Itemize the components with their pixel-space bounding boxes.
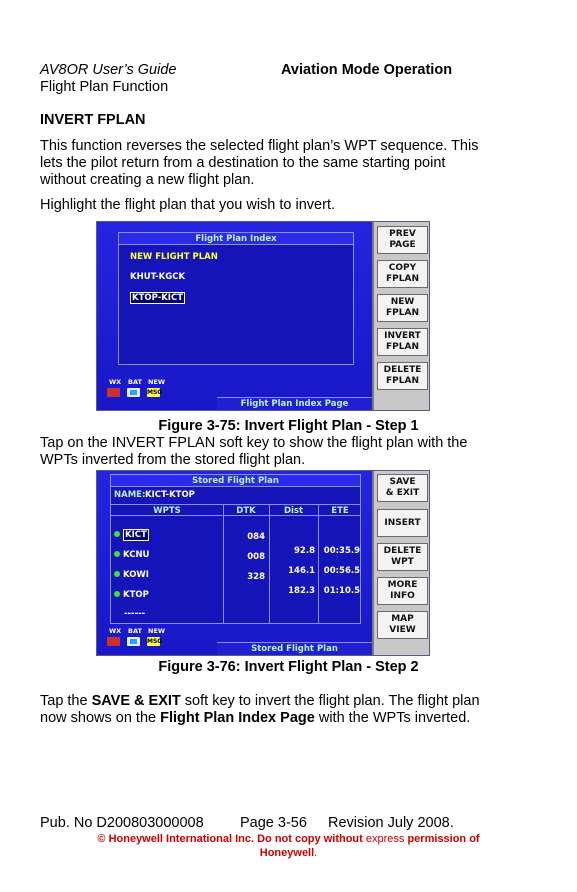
prev-page-button[interactable]: PREV PAGE [377,226,428,254]
dtk-value: 008 [247,552,265,562]
message-icon[interactable]: MSG [147,638,163,645]
page-heading: INVERT FPLAN [40,112,146,128]
paragraph-line: Tap on the INVERT FPLAN soft key to show the flight plan with the [40,435,468,451]
revision-date: Revision July 2008. [328,815,454,831]
waypoint-icon [114,571,120,577]
dist-value: 92.8 [294,546,315,556]
paragraph-line: Tap the SAVE & EXIT soft key to invert the flight plan. The flight plan [40,693,480,709]
delete-wpt-button[interactable]: DELETE WPT [377,543,428,571]
bat-label: BAT [128,378,142,386]
column-divider [318,504,319,623]
waypoint-icon [114,531,120,537]
save-exit-button[interactable]: SAVE & EXIT [377,474,428,502]
softkey-panel [372,222,429,410]
weather-icon[interactable] [107,388,120,397]
column-header: WPTS [153,506,181,516]
list-item-selected[interactable]: KTOP-KICT [132,293,184,303]
page-title-bar: Stored Flight Plan [217,642,372,655]
flight-plan-index-panel [118,232,354,365]
paragraph-line: now shows on the Flight Plan Index Page with the WPTs inverted. [40,710,471,726]
flight-plan-name: KICT-KTOP [145,490,195,500]
figure-caption: Figure 3-75: Invert Flight Plan - Step 1 [158,418,419,434]
waypoint-icon [114,551,120,557]
ete-value: 00:56.5 [323,566,360,576]
stored-flight-plan-screen [96,470,430,656]
subsection-title: Flight Plan Function [40,79,169,95]
figure-caption: Figure 3-76: Invert Flight Plan - Step 2 [158,659,419,675]
new-label: NEW [148,378,166,386]
invert-fplan-button[interactable]: INVERT FPLAN [377,328,428,356]
more-info-button[interactable]: MORE INFO [377,577,428,605]
table-row[interactable]: KTOP [114,590,149,600]
column-header-row [111,504,360,516]
dist-value: 146.1 [288,566,315,576]
table-row[interactable]: KOWI [114,570,149,580]
empty-row[interactable]: ------ [124,609,146,619]
delete-fplan-button[interactable]: DELETE FPLAN [377,362,428,390]
column-header: ETE [331,506,349,516]
column-divider [223,504,224,623]
column-header: DTK [236,506,256,516]
copy-fplan-button[interactable]: COPY FPLAN [377,260,428,288]
new-fplan-button[interactable]: NEW FPLAN [377,294,428,322]
paragraph-line: WPTs inverted from the stored flight plan. [40,452,306,468]
message-icon[interactable]: MSG [147,389,163,396]
bat-label: BAT [128,627,142,635]
softkey-panel [372,471,429,655]
wx-label: WX [109,627,122,635]
dist-value: 182.3 [288,586,315,596]
panel-title: Stored Flight Plan [111,475,360,487]
list-item[interactable]: NEW FLIGHT PLAN [130,252,218,262]
publication-number: Pub. No D200803000008 [40,815,204,831]
list-item[interactable]: KHUT-KGCK [130,272,186,282]
column-header: Dist [283,506,304,516]
new-label: NEW [148,627,166,635]
page-number: Page 3-56 [240,815,307,831]
paragraph-line: without creating a new flight plan. [40,172,255,188]
waypoint-icon [114,591,120,597]
flight-plan-index-screen [96,221,430,411]
section-title: Aviation Mode Operation [281,62,453,78]
paragraph-line: This function reverses the selected flight plan’s WPT sequence. This [40,138,479,154]
battery-icon [127,388,140,397]
column-divider [269,504,270,623]
stored-flight-plan-panel [110,474,361,624]
weather-icon[interactable] [107,637,120,646]
panel-title: Flight Plan Index [119,233,353,245]
wx-label: WX [109,378,122,386]
paragraph-line: lets the pilot return from a destination to the same starting point [40,155,446,171]
insert-button[interactable]: INSERT [377,509,428,537]
dtk-value: 084 [247,532,265,542]
ete-value: 00:35.9 [323,546,360,556]
table-row[interactable]: KCNU [114,550,149,560]
copyright-notice: © Honeywell International Inc. Do not copy without express permission of Honeywell. [97,833,480,859]
map-view-button[interactable]: MAP VIEW [377,611,428,639]
page-title-bar: Flight Plan Index Page [217,397,372,410]
guide-title: AV8OR User’s Guide [40,62,177,78]
ete-value: 01:10.5 [323,586,360,596]
paragraph-line: Highlight the flight plan that you wish to invert. [40,197,335,213]
dtk-value: 328 [247,572,265,582]
table-row[interactable]: KICT [114,530,149,540]
name-label: NAME: [114,490,146,500]
battery-icon [127,637,140,646]
